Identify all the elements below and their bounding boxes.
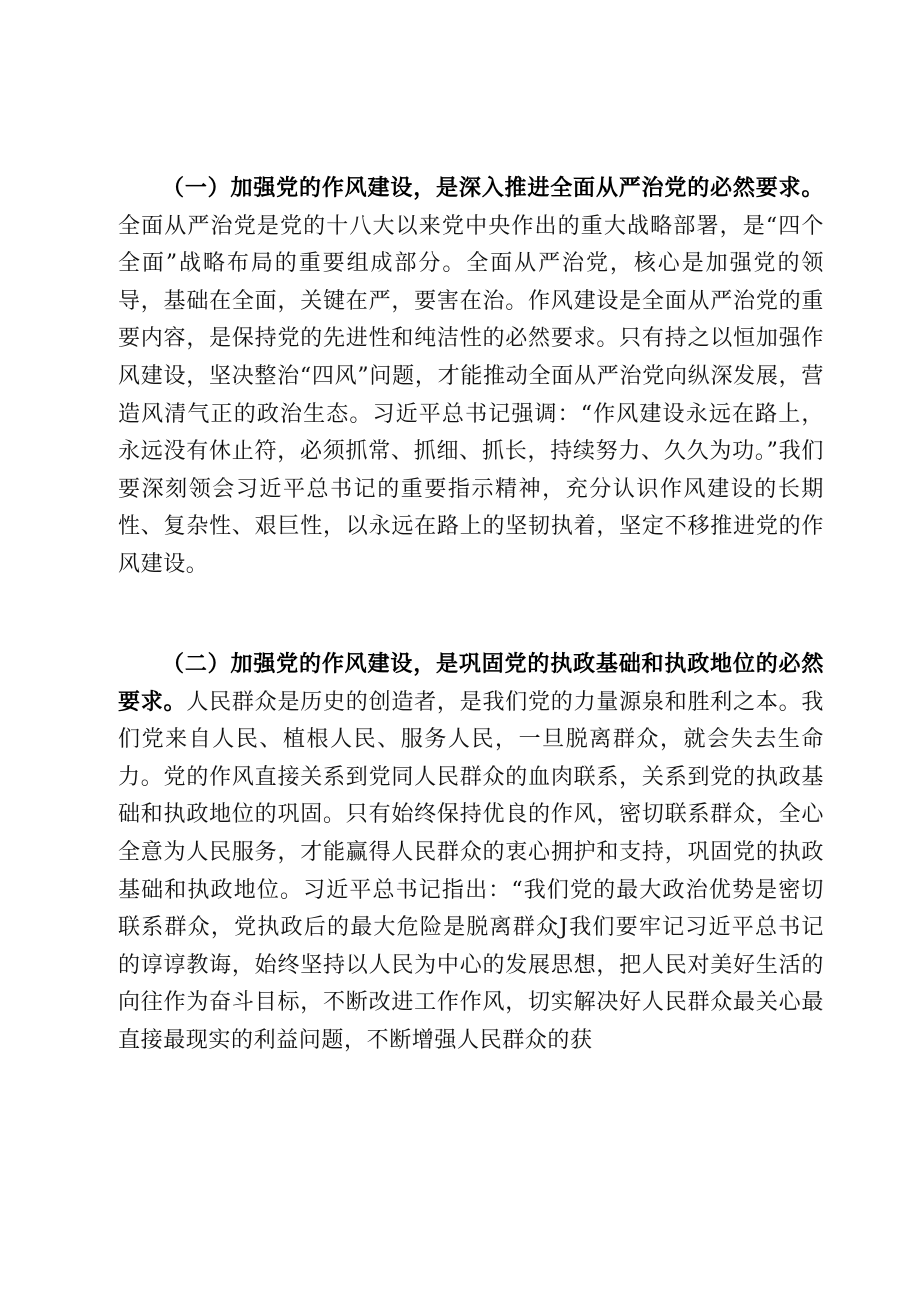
paragraph-section-2	[118, 646, 824, 1060]
paragraph-1-heading: （一）加强党的作风建设，是深入推进全面从严治党的必然要求。	[162, 175, 824, 201]
paragraph-2	[118, 646, 824, 1060]
paragraph-2-heading: （二）加强党的作风建设，是巩固党的执政基础和执政地位的必然要求。	[118, 651, 824, 715]
paragraph-1-body: 全面从严治党是党的十八大以来党中央作出的重大战略部署，是“四个全面”战略布局的重要组成部分。全面从严治党，核心是加强党的领导，基础在全面，关键在严，要害在治。作风建设是全面从严治党的重要内容，是保持党的先进性和纯洁性的必然要求。只有持之以恒加强作风建设，坚决整治“四风”问题，才能推动全面从严治党向纵深发展，营造风清气正的政治生态。习近平总书记强调：“作风建设永远在路上，永远没有休止符，必须抓常、抓细、抓长，持续努力、久久为功。”我们要深刻领会习近平总书记的重要指示精神，充分认识作风建设的长期性、复杂性、艰巨性，以永远在路上的坚韧执着，坚定不移推进党的作风建设。	[118, 213, 824, 577]
paragraph-2-body: 人民群众是历史的创造者，是我们党的力量源泉和胜利之本。我们党来自人民、植根人民、服务人民，一旦脱离群众，就会失去生命力。党的作风直接关系到党同人民群众的血肉联系，关系到党的执政基础和执政地位的巩固。只有始终保持优良的作风，密切联系群众，全心全意为人民服务，才能赢得人民群众的衷心拥护和支持，巩固党的执政基础和执政地位。习近平总书记指出：“我们党的最大政治优势是密切联系群众，党执政后的最大危险是脱离群众J我们要牢记习近平总书记的谆谆教诲，始终坚持以人民为中心的发展思想，把人民对美好生活的向往作为奋斗目标，不断改进工作作风，切实解决好人民群众最关心最直接最现实的利益问题，不断增强人民群众的获	[118, 689, 824, 1053]
paragraph-section-1	[118, 170, 824, 584]
paragraph-1	[118, 170, 824, 584]
